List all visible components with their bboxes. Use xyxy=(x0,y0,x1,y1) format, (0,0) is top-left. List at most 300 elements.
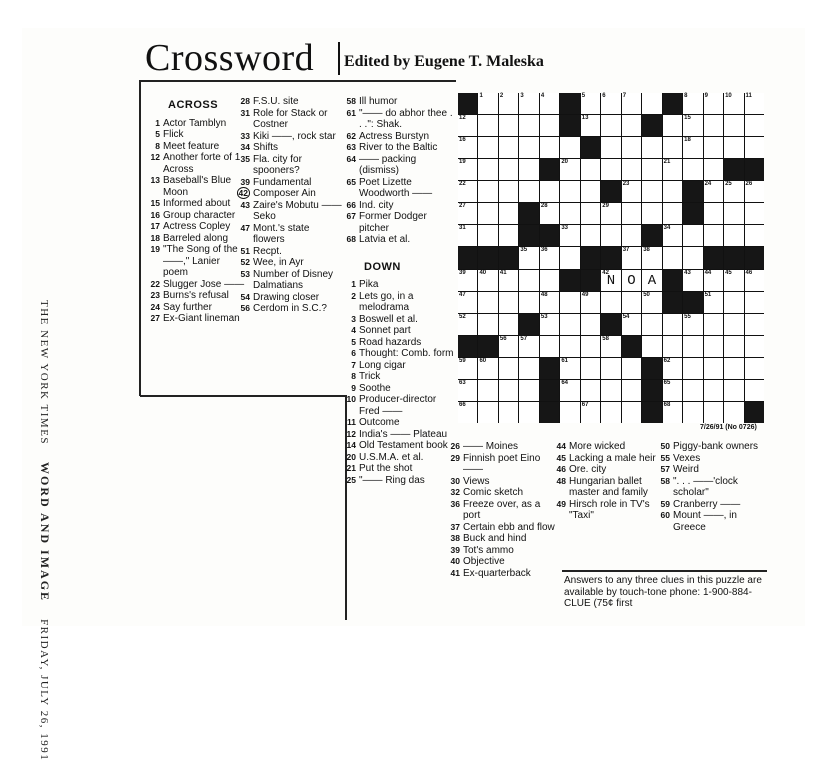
cell-letter: A xyxy=(647,272,657,289)
grid-cell[interactable] xyxy=(704,358,723,379)
grid-cell[interactable] xyxy=(478,270,497,291)
cell-number: 49 xyxy=(581,291,589,298)
grid-cell[interactable] xyxy=(745,137,764,158)
grid-cell[interactable] xyxy=(601,380,620,401)
down-heading: DOWN xyxy=(364,260,401,273)
grid-cell[interactable] xyxy=(458,314,477,335)
grid-block xyxy=(642,358,661,379)
clue-number xyxy=(140,129,163,141)
grid-cell[interactable] xyxy=(581,358,600,379)
grid-cell[interactable] xyxy=(478,203,497,224)
grid-cell[interactable] xyxy=(683,247,702,268)
clue-item xyxy=(336,200,454,212)
grid-cell[interactable] xyxy=(581,225,600,246)
grid-cell[interactable] xyxy=(745,336,764,357)
clue-number-text: 21 xyxy=(346,463,356,473)
clue-text: Number of Disney Dalmatians xyxy=(253,268,334,291)
clue-number-text: 56 xyxy=(240,303,250,313)
clue-number-text: 37 xyxy=(450,521,460,532)
grid-cell[interactable] xyxy=(745,270,764,291)
clue-number xyxy=(336,279,359,291)
grid-cell[interactable] xyxy=(478,380,497,401)
grid-cell[interactable] xyxy=(724,314,743,335)
clue-item xyxy=(546,441,658,453)
grid-cell[interactable] xyxy=(622,181,641,202)
grid-cell[interactable] xyxy=(581,93,600,114)
grid-cell[interactable] xyxy=(519,115,538,136)
grid-cell[interactable] xyxy=(601,292,620,313)
grid-cell[interactable] xyxy=(663,380,682,401)
grid-cell[interactable] xyxy=(724,181,743,202)
clue-number xyxy=(440,487,463,499)
clue-item xyxy=(336,177,454,200)
grid-block xyxy=(601,181,620,202)
clue-text: Slugger Jose —— xyxy=(163,278,245,290)
grid-cell[interactable] xyxy=(458,380,477,401)
grid-cell[interactable] xyxy=(683,270,702,291)
clue-text: Finnish poet Eino —— xyxy=(463,452,541,475)
clue-text: Burns's refusal xyxy=(163,290,229,301)
grid-cell[interactable] xyxy=(540,314,559,335)
grid-block xyxy=(663,292,682,313)
clue-number xyxy=(440,441,463,453)
clue-item xyxy=(440,499,558,522)
grid-cell[interactable] xyxy=(499,358,518,379)
clue-number xyxy=(336,96,359,108)
grid-cell[interactable] xyxy=(622,93,641,114)
grid-cell[interactable] xyxy=(540,292,559,313)
grid-cell[interactable] xyxy=(581,314,600,335)
grid-cell[interactable] xyxy=(642,292,661,313)
grid-cell[interactable] xyxy=(499,225,518,246)
grid-cell[interactable] xyxy=(601,159,620,180)
grid-cell[interactable] xyxy=(642,203,661,224)
clue-number xyxy=(140,279,163,291)
grid-cell[interactable] xyxy=(642,336,661,357)
grid-cell[interactable] xyxy=(724,225,743,246)
grid-cell[interactable] xyxy=(519,336,538,357)
grid-cell[interactable] xyxy=(478,358,497,379)
grid-cell[interactable] xyxy=(683,402,702,423)
grid-cell[interactable] xyxy=(642,93,661,114)
cell-number: 1 xyxy=(479,93,483,99)
grid-cell[interactable] xyxy=(540,336,559,357)
grid-cell[interactable] xyxy=(704,225,723,246)
grid-cell[interactable] xyxy=(499,159,518,180)
grid-cell[interactable] xyxy=(683,159,702,180)
grid-cell[interactable] xyxy=(581,115,600,136)
grid-cell[interactable] xyxy=(663,336,682,357)
grid-cell[interactable] xyxy=(478,159,497,180)
grid-cell[interactable] xyxy=(540,247,559,268)
grid-cell[interactable] xyxy=(663,247,682,268)
clue-number-text: 19 xyxy=(150,244,160,254)
grid-block xyxy=(683,181,702,202)
clue-number-text: 35 xyxy=(240,153,250,164)
clue-number xyxy=(336,325,359,337)
grid-cell[interactable] xyxy=(560,203,579,224)
clue-number xyxy=(546,499,569,522)
grid-cell[interactable] xyxy=(683,314,702,335)
grid-cell[interactable] xyxy=(478,137,497,158)
clue-text: "—— do abhor thee . . .": Shak. xyxy=(359,107,453,130)
grid-cell[interactable] xyxy=(581,159,600,180)
grid-cell[interactable] xyxy=(560,137,579,158)
grid-cell[interactable] xyxy=(663,402,682,423)
clue-text: River to the Baltic xyxy=(359,142,438,153)
clue-text: Actress Copley xyxy=(163,221,231,232)
clue-text: Actor Tamblyn xyxy=(163,117,227,129)
grid-cell[interactable] xyxy=(704,137,723,158)
grid-cell[interactable] xyxy=(540,270,559,291)
grid-cell[interactable] xyxy=(622,402,641,423)
grid-cell[interactable] xyxy=(683,93,702,114)
clue-number xyxy=(230,292,253,304)
cell-number: 38 xyxy=(643,247,650,254)
clue-number xyxy=(230,154,253,177)
grid-cell[interactable] xyxy=(601,336,620,357)
grid-cell[interactable] xyxy=(663,314,682,335)
grid-cell[interactable] xyxy=(540,181,559,202)
grid-cell[interactable] xyxy=(745,358,764,379)
grid-cell[interactable] xyxy=(683,336,702,357)
clue-number xyxy=(650,453,673,465)
grid-cell[interactable] xyxy=(642,270,661,291)
grid-cell[interactable] xyxy=(478,314,497,335)
clue-item xyxy=(546,476,658,499)
grid-cell[interactable] xyxy=(499,115,518,136)
grid-cell[interactable] xyxy=(499,137,518,158)
clue-number-text: 1 xyxy=(155,117,160,128)
grid-cell[interactable] xyxy=(499,380,518,401)
clue-text: "—— Ring das xyxy=(359,474,425,486)
grid-cell[interactable] xyxy=(724,203,743,224)
grid-cell[interactable] xyxy=(663,203,682,224)
clue-number-text: 40 xyxy=(450,556,460,566)
cell-number: 62 xyxy=(663,357,671,364)
grid-cell[interactable] xyxy=(663,358,682,379)
grid-block xyxy=(642,115,661,136)
grid-cell[interactable] xyxy=(642,181,661,202)
grid-cell[interactable] xyxy=(581,292,600,313)
clue-number-text: 22 xyxy=(150,278,160,289)
clue-number-text: 14 xyxy=(346,440,356,450)
clue-number xyxy=(336,348,359,360)
grid-cell[interactable] xyxy=(478,181,497,202)
grid-cell[interactable] xyxy=(683,358,702,379)
clue-number-text: 64 xyxy=(346,153,356,164)
grid-cell[interactable] xyxy=(560,314,579,335)
clue-text: Wee, in Ayr xyxy=(253,257,304,268)
grid-cell[interactable] xyxy=(499,93,518,114)
grid-cell[interactable] xyxy=(663,225,682,246)
grid-cell[interactable] xyxy=(704,380,723,401)
grid-cell[interactable] xyxy=(601,225,620,246)
clue-item xyxy=(650,510,766,533)
grid-cell[interactable] xyxy=(519,402,538,423)
grid-cell[interactable] xyxy=(704,402,723,423)
grid-cell[interactable] xyxy=(581,181,600,202)
clue-number xyxy=(336,154,359,177)
clue-number-text: 57 xyxy=(660,464,670,474)
grid-cell[interactable] xyxy=(724,137,743,158)
clue-number xyxy=(440,568,463,580)
grid-cell[interactable] xyxy=(478,402,497,423)
clue-item xyxy=(336,108,454,131)
grid-cell[interactable] xyxy=(745,225,764,246)
clue-item xyxy=(650,499,766,511)
clue-text: —— Moines xyxy=(463,441,519,452)
grid-cell[interactable] xyxy=(458,292,477,313)
clue-number xyxy=(336,463,359,475)
grid-cell[interactable] xyxy=(704,115,723,136)
clue-text: Ex-Giant lineman xyxy=(163,313,240,324)
grid-cell[interactable] xyxy=(724,93,743,114)
grid-cell[interactable] xyxy=(622,115,641,136)
grid-cell[interactable] xyxy=(683,225,702,246)
grid-cell[interactable] xyxy=(560,402,579,423)
grid-cell[interactable] xyxy=(478,292,497,313)
clue-number xyxy=(336,234,359,246)
grid-cell[interactable] xyxy=(622,247,641,268)
grid-cell[interactable] xyxy=(724,270,743,291)
grid-cell[interactable] xyxy=(622,159,641,180)
grid-cell[interactable] xyxy=(622,358,641,379)
clue-text: Drawing closer xyxy=(253,291,320,303)
grid-cell[interactable] xyxy=(704,203,723,224)
grid-cell[interactable] xyxy=(519,270,538,291)
grid-block xyxy=(724,159,743,180)
clue-number xyxy=(336,337,359,349)
grid-cell[interactable] xyxy=(745,115,764,136)
grid-cell[interactable] xyxy=(704,336,723,357)
grid-cell[interactable] xyxy=(724,380,743,401)
clue-text: Thought: Comb. form xyxy=(359,348,454,359)
grid-cell[interactable] xyxy=(601,93,620,114)
grid-cell[interactable] xyxy=(560,159,579,180)
grid-cell[interactable] xyxy=(745,314,764,335)
grid-cell[interactable] xyxy=(458,159,477,180)
grid-cell[interactable] xyxy=(663,115,682,136)
grid-cell[interactable] xyxy=(683,137,702,158)
grid-cell[interactable] xyxy=(745,93,764,114)
grid-cell[interactable] xyxy=(622,380,641,401)
grid-cell[interactable] xyxy=(642,159,661,180)
grid-cell[interactable] xyxy=(724,358,743,379)
grid-cell[interactable] xyxy=(458,358,477,379)
grid-cell[interactable] xyxy=(622,203,641,224)
grid-cell[interactable] xyxy=(499,270,518,291)
grid-cell[interactable] xyxy=(519,137,538,158)
clue-number-text: 34 xyxy=(240,142,250,152)
clue-item xyxy=(336,440,454,452)
grid-cell[interactable] xyxy=(622,314,641,335)
grid-cell[interactable] xyxy=(724,115,743,136)
clue-number-text: 32 xyxy=(450,487,460,497)
grid-cell[interactable] xyxy=(540,203,559,224)
clue-number xyxy=(650,441,673,453)
clue-number-text: 28 xyxy=(240,96,250,106)
grid-cell[interactable] xyxy=(499,336,518,357)
clue-text: Informed about xyxy=(163,198,231,209)
clue-number-text: 52 xyxy=(240,257,250,267)
grid-cell[interactable] xyxy=(499,181,518,202)
grid-cell[interactable] xyxy=(581,336,600,357)
grid-cell[interactable] xyxy=(683,380,702,401)
grid-block xyxy=(519,314,538,335)
cell-number: 63 xyxy=(459,379,466,386)
grid-cell[interactable] xyxy=(478,93,497,114)
grid-cell[interactable] xyxy=(519,358,538,379)
grid-cell[interactable] xyxy=(622,292,641,313)
clue-number xyxy=(336,475,359,487)
grid-cell[interactable] xyxy=(478,225,497,246)
clue-number-text: 36 xyxy=(450,498,460,509)
grid-cell[interactable] xyxy=(499,402,518,423)
grid-block xyxy=(458,93,477,114)
grid-cell[interactable] xyxy=(704,181,723,202)
grid-cell[interactable] xyxy=(560,380,579,401)
grid-cell[interactable] xyxy=(601,402,620,423)
grid-cell[interactable] xyxy=(601,358,620,379)
cell-number: 58 xyxy=(602,335,609,342)
clue-number xyxy=(546,464,569,476)
clue-item xyxy=(230,292,342,304)
clue-number xyxy=(230,223,253,246)
grid-cell[interactable] xyxy=(458,402,477,423)
grid-cell[interactable] xyxy=(519,247,538,268)
clue-item xyxy=(336,325,454,337)
grid-cell[interactable] xyxy=(519,380,538,401)
grid-cell[interactable] xyxy=(581,203,600,224)
clue-item xyxy=(440,545,558,557)
clue-number-text: 7 xyxy=(351,359,356,370)
grid-cell[interactable] xyxy=(642,314,661,335)
grid-cell[interactable] xyxy=(540,93,559,114)
grid-cell[interactable] xyxy=(499,314,518,335)
clue-number-text: 68 xyxy=(346,234,356,244)
grid-cell[interactable] xyxy=(745,292,764,313)
clue-number xyxy=(140,233,163,245)
grid-cell[interactable] xyxy=(745,181,764,202)
grid-cell[interactable] xyxy=(519,181,538,202)
grid-cell[interactable] xyxy=(560,247,579,268)
grid-cell[interactable] xyxy=(540,137,559,158)
grid-cell[interactable] xyxy=(560,225,579,246)
grid-cell[interactable] xyxy=(663,159,682,180)
grid-cell[interactable] xyxy=(560,181,579,202)
grid-cell[interactable] xyxy=(622,270,641,291)
grid-cell[interactable] xyxy=(642,137,661,158)
grid-cell[interactable] xyxy=(683,115,702,136)
grid-cell[interactable] xyxy=(745,203,764,224)
grid-cell[interactable] xyxy=(458,115,477,136)
grid-cell[interactable] xyxy=(458,181,477,202)
grid-cell[interactable] xyxy=(458,225,477,246)
clue-number-text: 42 xyxy=(238,188,248,198)
clue-number xyxy=(336,200,359,212)
grid-cell[interactable] xyxy=(622,225,641,246)
cell-number: 15 xyxy=(684,115,691,122)
grid-cell[interactable] xyxy=(581,402,600,423)
clue-number-text: 43 xyxy=(240,199,250,210)
grid-cell[interactable] xyxy=(458,203,477,224)
cell-number: 11 xyxy=(745,93,752,99)
grid-cell[interactable] xyxy=(519,93,538,114)
grid-block xyxy=(683,203,702,224)
grid-cell[interactable] xyxy=(601,137,620,158)
cell-number: 12 xyxy=(459,115,466,122)
cell-number: 47 xyxy=(459,291,466,298)
cell-number: 7 xyxy=(622,93,627,99)
grid-cell[interactable] xyxy=(458,270,477,291)
grid-cell[interactable] xyxy=(581,380,600,401)
clue-text: Views xyxy=(463,475,490,487)
grid-cell[interactable] xyxy=(478,115,497,136)
down-column-4 xyxy=(650,441,766,533)
clue-number xyxy=(336,177,359,200)
grid-cell[interactable] xyxy=(745,380,764,401)
grid-cell[interactable] xyxy=(704,159,723,180)
cell-number: 34 xyxy=(663,225,671,232)
grid-cell[interactable] xyxy=(663,181,682,202)
clue-number xyxy=(140,152,163,175)
grid-cell[interactable] xyxy=(519,159,538,180)
grid-cell[interactable] xyxy=(601,115,620,136)
clue-number-text: 53 xyxy=(240,268,250,279)
clue-item xyxy=(546,464,658,476)
clue-text: Zaire's Mobutu —— Seko xyxy=(253,199,342,222)
grid-cell[interactable] xyxy=(560,336,579,357)
grid-cell[interactable] xyxy=(704,314,723,335)
clue-text: Shifts xyxy=(253,142,279,153)
grid-cell[interactable] xyxy=(540,115,559,136)
clue-number-text: 16 xyxy=(150,209,160,220)
grid-cell[interactable] xyxy=(724,402,743,423)
grid-cell[interactable] xyxy=(560,292,579,313)
grid-cell[interactable] xyxy=(642,247,661,268)
cell-number: 41 xyxy=(499,269,507,276)
grid-cell[interactable] xyxy=(724,292,743,313)
grid-cell[interactable] xyxy=(704,270,723,291)
clue-number xyxy=(140,210,163,222)
sideline-prefix: THE NEW YORK TIMES xyxy=(38,300,50,446)
grid-cell[interactable] xyxy=(499,292,518,313)
clue-number-text: 15 xyxy=(150,198,160,208)
clue-text: More wicked xyxy=(569,441,626,452)
grid-cell[interactable] xyxy=(601,203,620,224)
clue-number xyxy=(336,211,359,234)
grid-cell[interactable] xyxy=(601,270,620,291)
clue-number xyxy=(140,244,163,279)
grid-cell[interactable] xyxy=(724,336,743,357)
grid-cell[interactable] xyxy=(499,203,518,224)
clue-number-text: 61 xyxy=(346,107,356,118)
clue-number-text: 49 xyxy=(556,498,566,509)
grid-cell[interactable] xyxy=(704,292,723,313)
clue-number xyxy=(336,394,359,417)
grid-cell[interactable] xyxy=(704,93,723,114)
grid-cell[interactable] xyxy=(663,137,682,158)
grid-cell[interactable] xyxy=(560,358,579,379)
grid-cell[interactable] xyxy=(519,292,538,313)
crossword-grid[interactable] xyxy=(458,93,764,423)
grid-cell[interactable] xyxy=(622,137,641,158)
grid-cell[interactable] xyxy=(458,137,477,158)
cell-number: 18 xyxy=(684,137,691,144)
clue-text: Objective xyxy=(463,556,505,567)
grid-block xyxy=(560,93,579,114)
